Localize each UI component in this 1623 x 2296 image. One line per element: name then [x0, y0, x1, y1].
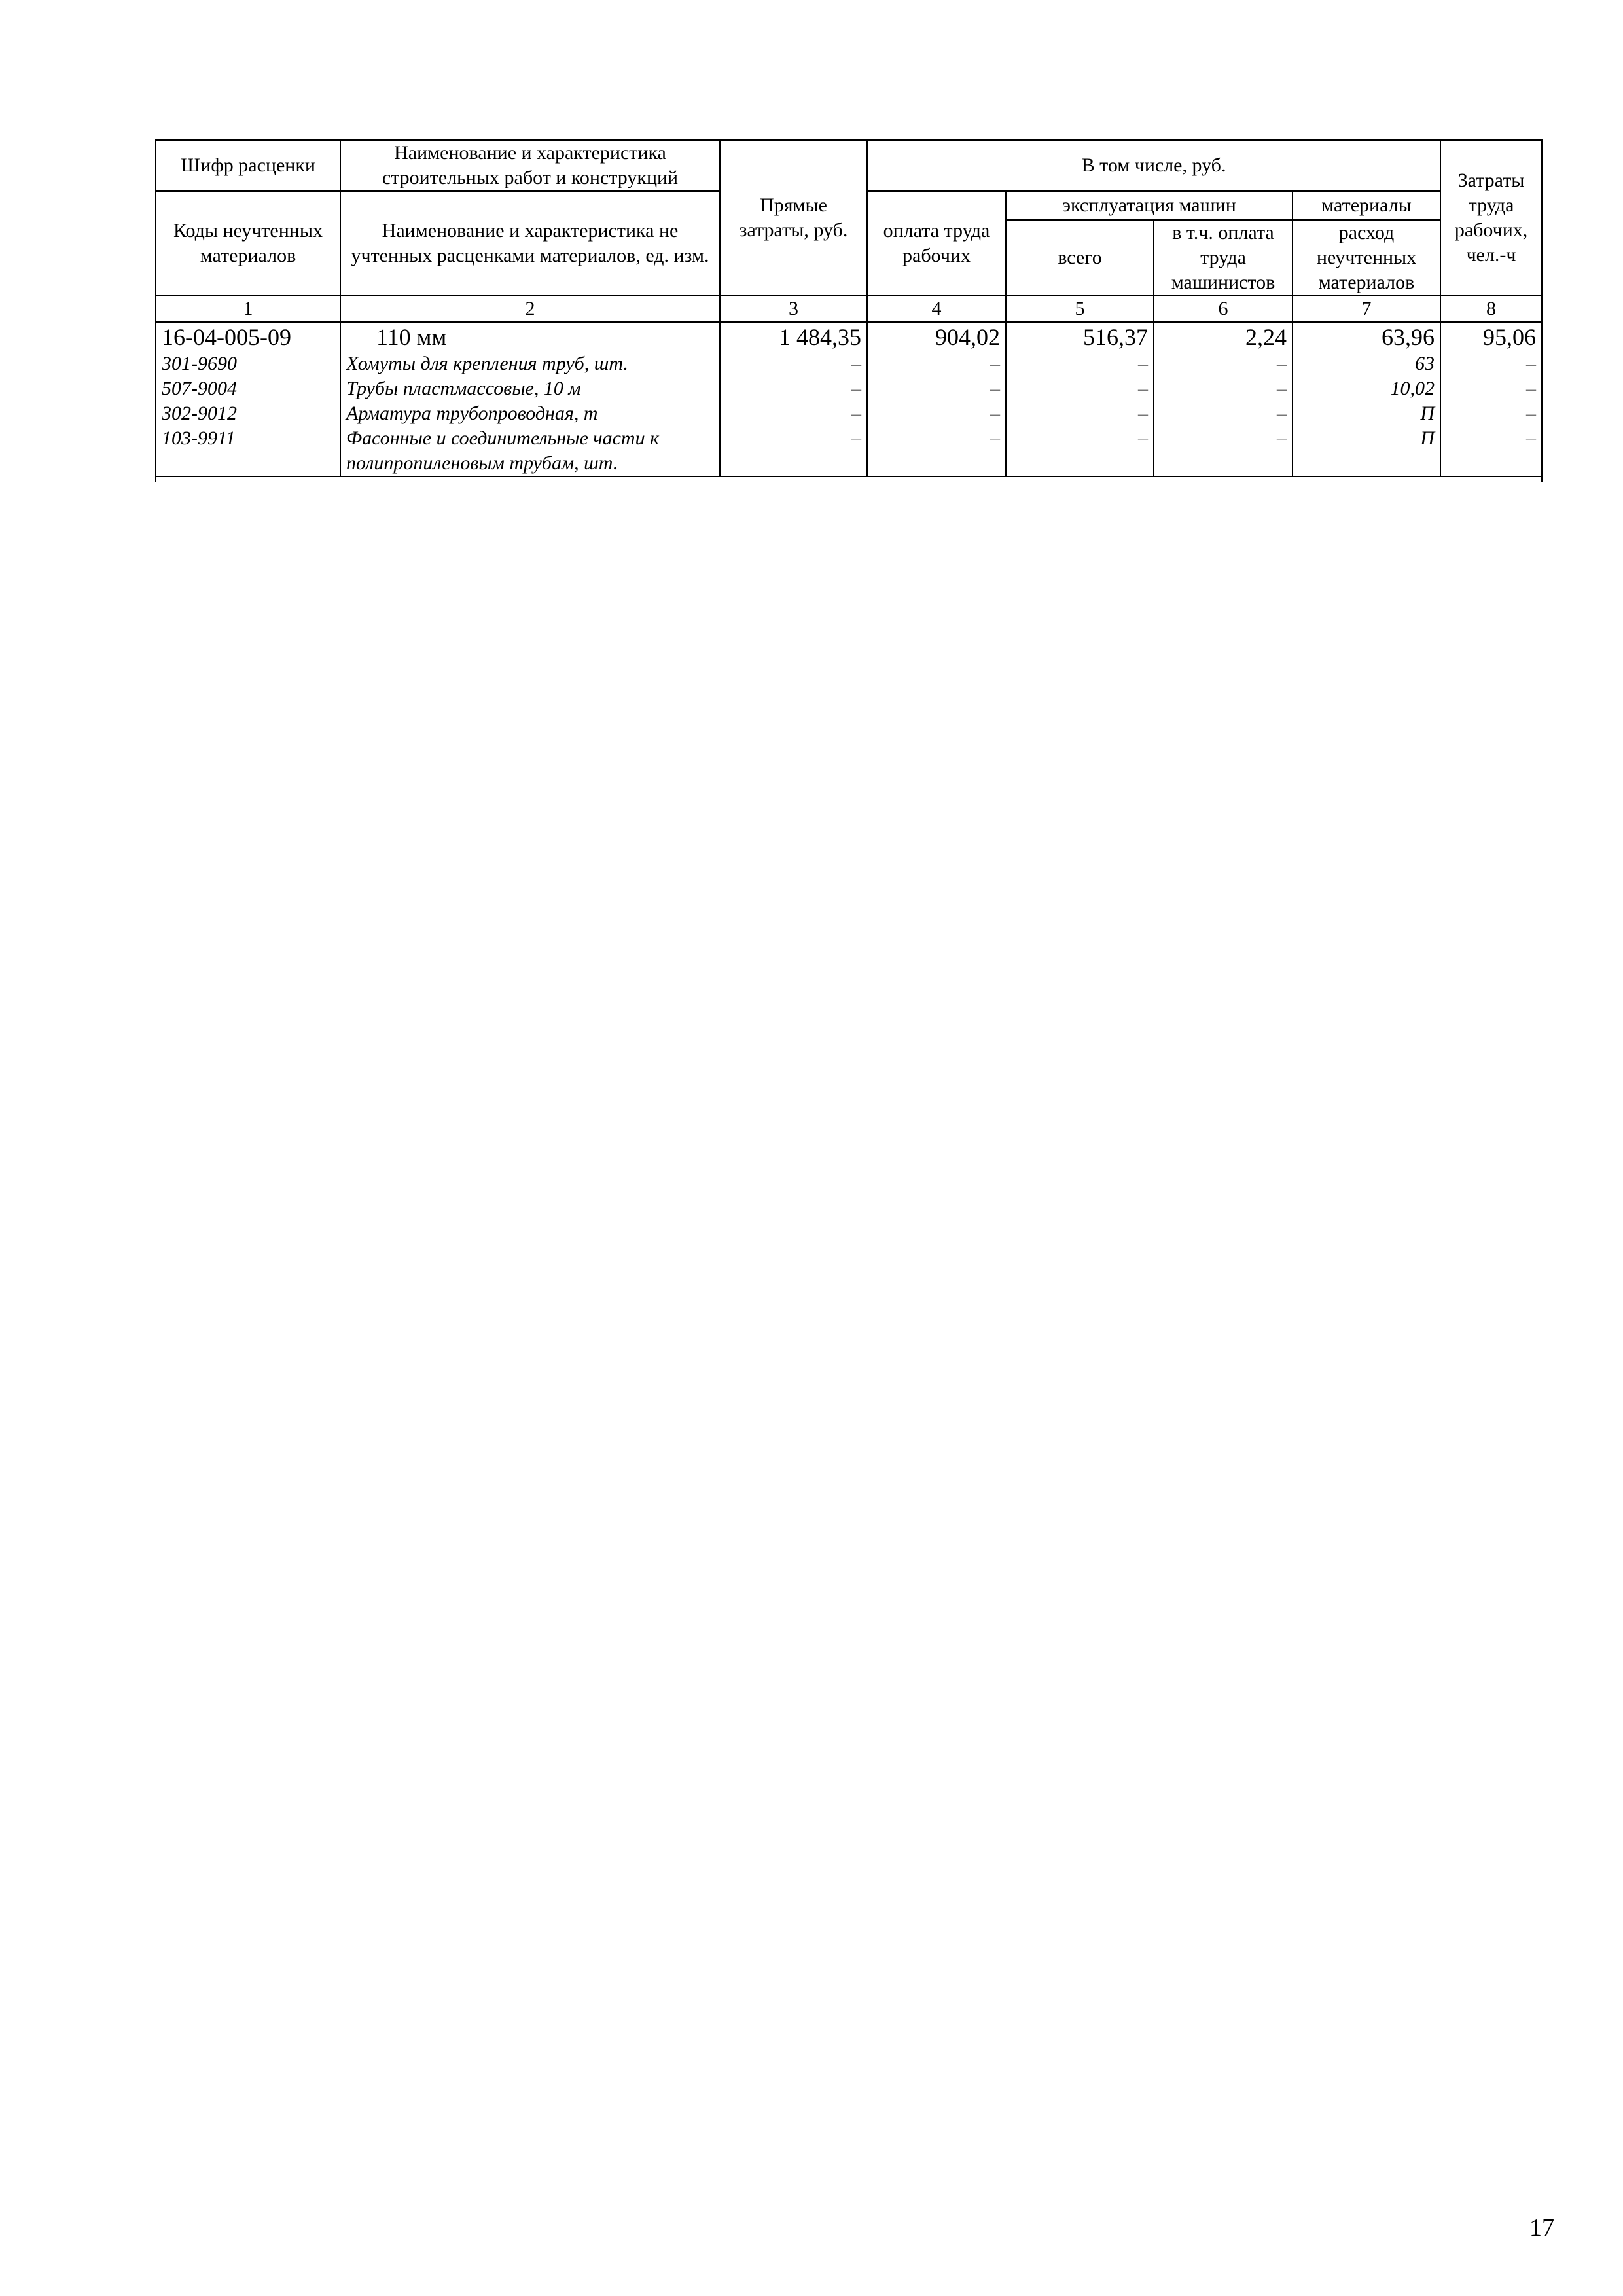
column-numbers-row — [156, 296, 1542, 322]
material-value: – — [851, 353, 861, 374]
material-value: – — [1526, 427, 1537, 449]
material-name: Хомуты для крепления труб, шт. — [346, 353, 628, 374]
direct-cost-value: 1 484,35 — [779, 324, 861, 350]
labor-hours-cell — [1440, 322, 1542, 476]
material-value: – — [851, 403, 861, 424]
price-table — [155, 139, 1543, 482]
work-name: 110 мм — [376, 324, 447, 350]
code-cell — [156, 322, 340, 476]
material-value: – — [851, 378, 861, 399]
material-name: Фасонные и соединительные части к полипропиленовым трубам, шт. — [346, 427, 660, 474]
material-consumption: 63 — [1415, 353, 1435, 374]
material-code: 302-9012 — [162, 403, 237, 424]
material-consumption: П — [1420, 403, 1435, 424]
material-code: 507-9004 — [162, 378, 237, 399]
column-number: 4 — [867, 296, 1006, 322]
material-value: – — [1526, 378, 1537, 399]
header-unaccounted-materials: расход неучтенных материалов — [1293, 220, 1440, 296]
column-number: 2 — [340, 296, 720, 322]
material-value: – — [1277, 353, 1287, 374]
header-work-name: Наименование и характеристика строительных работ и конструкций — [340, 140, 720, 191]
header-material-codes: Коды неучтенных материалов — [156, 191, 340, 296]
header-including: В том числе, руб. — [867, 140, 1440, 191]
labor-pay-cell — [867, 322, 1006, 476]
material-value: – — [1277, 427, 1287, 449]
column-number: 7 — [1293, 296, 1440, 322]
header-machinists-pay: в т.ч. оплата труда машинистов — [1154, 220, 1293, 296]
material-value: – — [1277, 403, 1287, 424]
direct-cost-cell — [720, 322, 867, 476]
header-row-1 — [156, 140, 1542, 191]
machinists-pay-cell — [1154, 322, 1293, 476]
rate-code: 16-04-005-09 — [162, 324, 291, 350]
column-number: 5 — [1006, 296, 1154, 322]
labor-hours-value: 95,06 — [1483, 324, 1537, 350]
material-value: – — [1277, 378, 1287, 399]
material-value: – — [1526, 403, 1537, 424]
labor-pay-value: 904,02 — [935, 324, 1000, 350]
header-labor-pay: оплата труда рабочих — [867, 191, 1006, 296]
material-code: 301-9690 — [162, 353, 237, 374]
material-value: – — [851, 427, 861, 449]
machinists-pay-value: 2,24 — [1245, 324, 1287, 350]
machines-total-value: 516,37 — [1083, 324, 1148, 350]
header-labor-hours: Затраты труда рабочих, чел.-ч — [1440, 140, 1542, 296]
page-number: 17 — [1529, 2214, 1554, 2242]
materials-cell — [1293, 322, 1440, 476]
header-machines-total: всего — [1006, 220, 1154, 296]
machines-total-cell — [1006, 322, 1154, 476]
material-value: – — [990, 427, 1000, 449]
column-number: 1 — [156, 296, 340, 322]
material-value: – — [1138, 427, 1148, 449]
column-number: 6 — [1154, 296, 1293, 322]
header-machines: эксплуатация машин — [1006, 191, 1293, 220]
material-value: – — [1526, 353, 1537, 374]
material-value: – — [1138, 353, 1148, 374]
material-value: – — [990, 403, 1000, 424]
material-consumption: П — [1420, 427, 1435, 449]
name-cell — [340, 322, 720, 476]
column-number: 8 — [1440, 296, 1542, 322]
header-rate-code: Шифр расценки — [156, 140, 340, 191]
header-direct-cost: Прямые затраты, руб. — [720, 140, 867, 296]
header-materials: материалы — [1293, 191, 1440, 220]
materials-value: 63,96 — [1382, 324, 1435, 350]
table-continuation — [156, 476, 1542, 482]
material-value: – — [1138, 378, 1148, 399]
header-material-names: Наименование и характеристика не учтенных расценками материалов, ед. изм. — [340, 191, 720, 296]
material-code: 103-9911 — [162, 427, 236, 449]
column-number: 3 — [720, 296, 867, 322]
material-value: – — [990, 378, 1000, 399]
material-value: – — [990, 353, 1000, 374]
material-name: Арматура трубопроводная, т — [346, 403, 598, 424]
material-name: Трубы пластмассовые, 10 м — [346, 378, 581, 399]
material-consumption: 10,02 — [1390, 378, 1435, 399]
material-value: – — [1138, 403, 1148, 424]
data-row — [156, 322, 1542, 476]
